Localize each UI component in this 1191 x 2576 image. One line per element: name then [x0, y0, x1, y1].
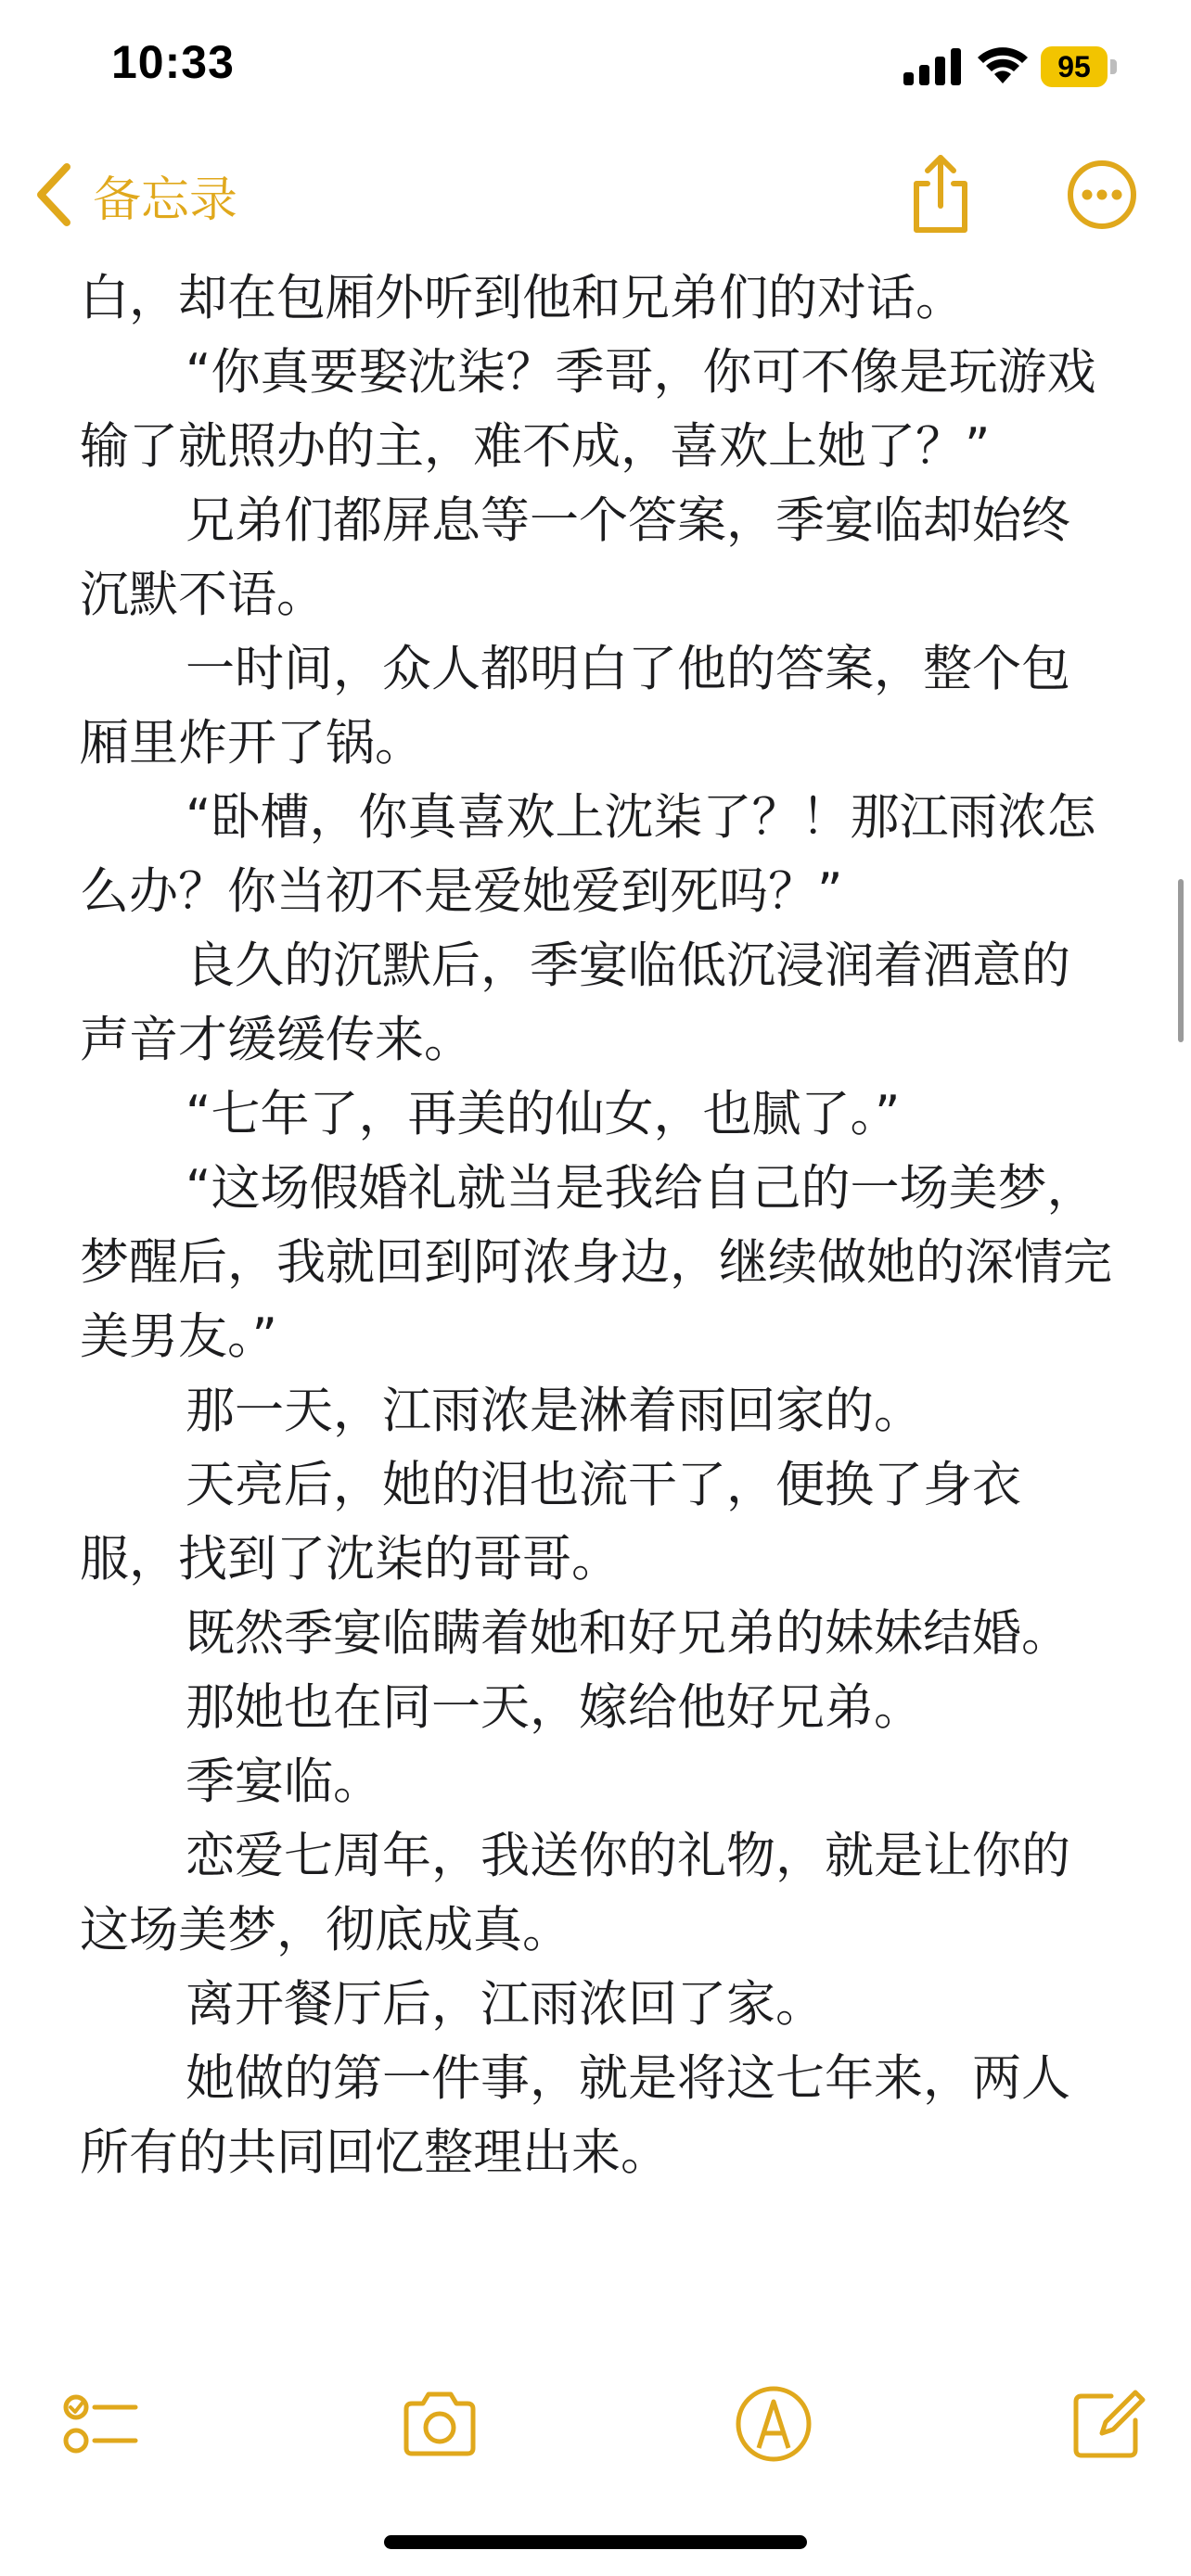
note-paragraph: 恋爱七周年，我送你的礼物，就是让你的这场美梦，彻底成真。: [80, 1828, 1070, 1958]
markup-icon[interactable]: [731, 2381, 816, 2467]
camera-icon[interactable]: [397, 2381, 482, 2467]
wifi-icon: [976, 43, 1030, 85]
share-icon[interactable]: [903, 152, 978, 236]
note-paragraph: 白，却在包厢外听到他和兄弟们的对话。: [80, 270, 965, 326]
note-paragraph: 良久的沉默后，季宴临低沉浸润着酒意的声音才缓缓传来。: [80, 937, 1070, 1068]
compose-icon[interactable]: [1065, 2381, 1150, 2467]
chevron-left-icon: [33, 161, 74, 228]
home-indicator[interactable]: [384, 2535, 807, 2549]
back-label: 备忘录: [93, 172, 238, 228]
bottom-toolbar: [0, 2374, 1191, 2476]
note-paragraph: 季宴临。: [186, 1753, 382, 1810]
note-paragraph: 那一天，江雨浓是淋着雨回家的。: [186, 1383, 923, 1439]
note-body[interactable]: [80, 261, 1115, 2190]
note-paragraph: “七年了，再美的仙女，也腻了。”: [186, 1086, 901, 1142]
battery-indicator: [1041, 46, 1117, 87]
note-paragraph: 那她也在同一天，嫁给他好兄弟。: [186, 1679, 923, 1736]
note-paragraph: “这场假婚礼就当是我给自己的一场美梦，梦醒后，我就回到阿浓身边，继续做她的深情完美男友。”: [80, 1160, 1112, 1365]
status-bar: [0, 0, 1191, 139]
note-paragraph: 她做的第一件事，就是将这七年来，两人所有的共同回忆整理出来。: [80, 2050, 1070, 2181]
note-paragraph: 天亮后，她的泪也流干了，便换了身衣服，找到了沈柒的哥哥。: [80, 1457, 1021, 1588]
battery-level: 95: [1041, 46, 1108, 87]
note-paragraph: 一时间，众人都明白了他的答案，整个包厢里炸开了锅。: [80, 641, 1070, 772]
cellular-signal-icon: [903, 48, 963, 85]
note-paragraph: 既然季宴临瞒着她和好兄弟的妹妹结婚。: [186, 1605, 1070, 1662]
back-button[interactable]: [33, 158, 237, 232]
note-paragraph: “你真要娶沈柒？季哥，你可不像是玩游戏输了就照办的主，难不成，喜欢上她了？”: [80, 344, 1096, 475]
battery-tip: [1110, 59, 1117, 74]
note-paragraph: 兄弟们都屏息等一个答案，季宴临却始终沉默不语。: [80, 492, 1070, 623]
scroll-indicator[interactable]: [1178, 879, 1184, 1042]
navigation-bar: [0, 139, 1191, 250]
status-time: 10:33: [111, 36, 235, 88]
more-options-icon[interactable]: [1065, 158, 1139, 232]
note-paragraph: “卧槽，你真喜欢上沈柒了？！那江雨浓怎么办？你当初不是爱她爱到死吗？”: [80, 789, 1096, 920]
checklist-icon[interactable]: [58, 2381, 143, 2467]
note-paragraph: 离开餐厅后，江雨浓回了家。: [186, 1976, 825, 2033]
